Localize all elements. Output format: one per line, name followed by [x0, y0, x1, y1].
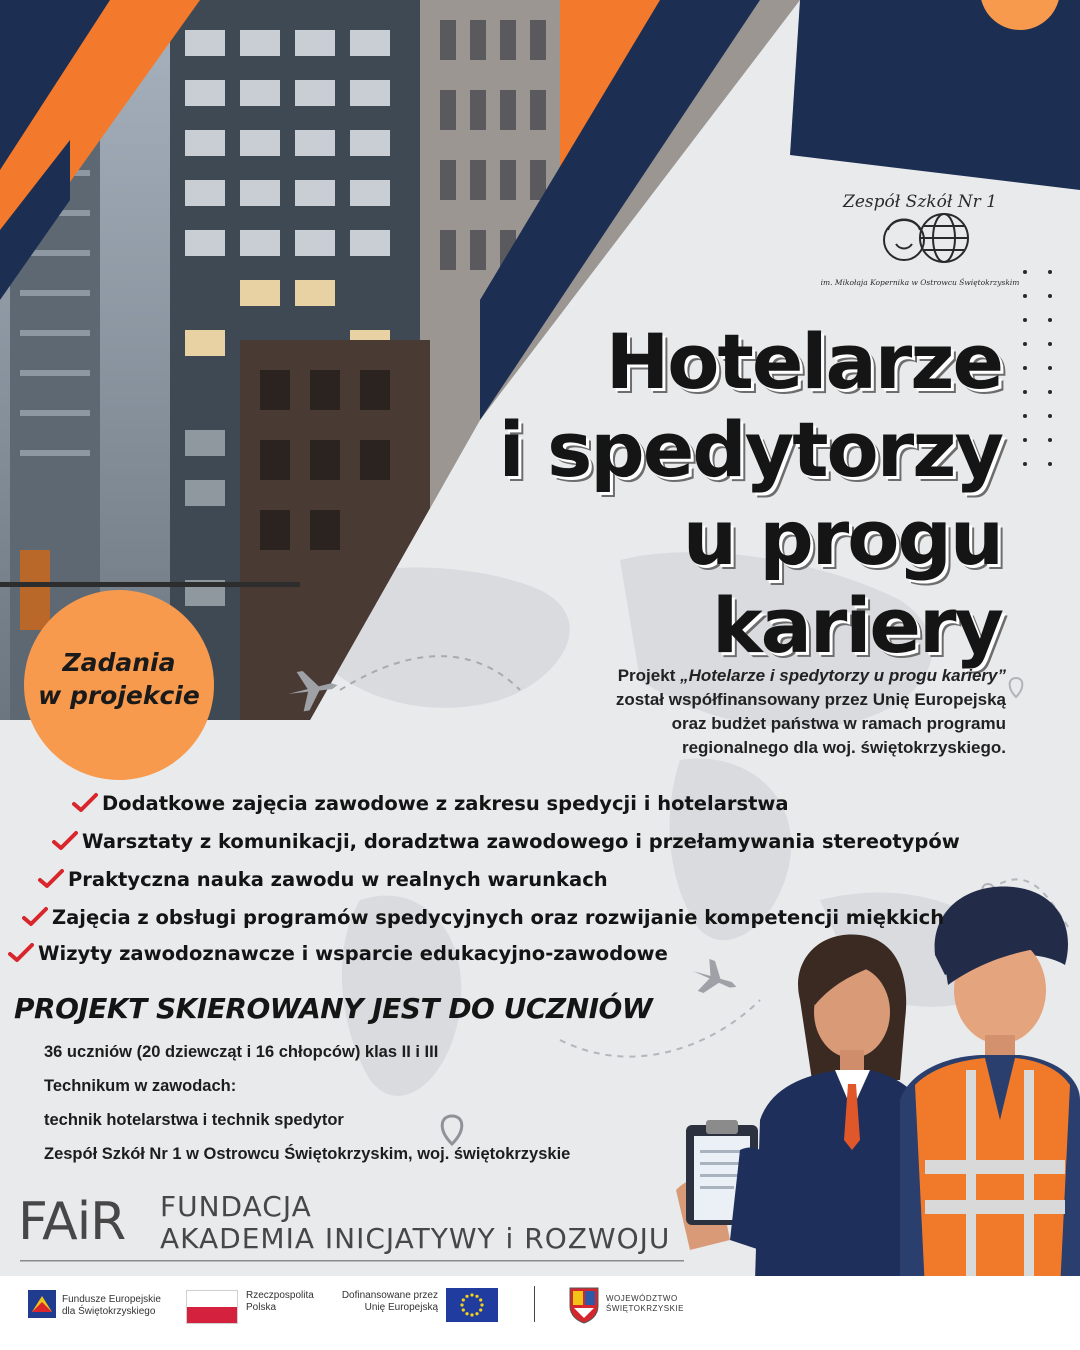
school-stamp-name: Zespół Szkół Nr 1 [843, 192, 997, 212]
globe-icon [920, 214, 968, 262]
rp-line-2: Polska [246, 1302, 277, 1313]
rp-line-1: Rzeczpospolita [246, 1290, 314, 1301]
task-text: Dodatkowe zajęcia zawodowe z zakresu spedycji i hotelarstwa [102, 792, 789, 815]
check-icon [38, 868, 64, 890]
school-stamp-subtitle: im. Mikołaja Kopernika w Ostrowcu Świętokrzyskim [820, 278, 1020, 287]
task-text: Wizyty zawodoznawcze i wsparcie edukacyjno-zawodowe [38, 942, 668, 965]
funding-statement [616, 664, 1006, 760]
check-icon [52, 830, 78, 852]
title-line-3: u progu [682, 493, 1002, 582]
target-item: technik hotelarstwa i technik spedytor [44, 1111, 344, 1129]
eu-flag-icon [446, 1288, 498, 1322]
woj-line-1: WOJEWÓDZTWO [606, 1294, 678, 1303]
target-heading: PROJEKT SKIEROWANY JEST DO UCZNIÓW [14, 992, 653, 1025]
list-item [52, 829, 960, 855]
foundation-logo-mark: FAiR [18, 1192, 126, 1252]
list-item [38, 867, 608, 893]
list-item [72, 791, 789, 817]
footer-divider [534, 1286, 535, 1322]
title-line-4: kariery [712, 581, 1002, 670]
fe-text [62, 1294, 161, 1318]
page-title [499, 318, 1002, 670]
woj-text [606, 1294, 684, 1314]
funding-prefix: Projekt [617, 666, 681, 685]
fe-line-2: dla Świętokrzyskiego [62, 1306, 156, 1317]
target-item: Zespół Szkół Nr 1 w Ostrowcu Świętokrzyskim, woj. świętokrzyskie [44, 1145, 571, 1163]
tasks-badge [24, 590, 214, 780]
title-line-2: i spedytorzy [498, 405, 1002, 494]
check-icon [8, 942, 34, 964]
woj-line-2: ŚWIĘTOKRZYSKIE [606, 1304, 684, 1313]
foundation-underline [20, 1260, 684, 1262]
portrait-icon [884, 220, 924, 261]
funding-line-2: został współfinansowany przez Unię Europejską [615, 690, 1006, 709]
funding-logos-footer [0, 1276, 1080, 1350]
list-item [8, 941, 668, 967]
task-text: Zajęcia z obsługi programów spedycyjnych oraz rozwijanie kompetencji miękkich [52, 906, 945, 929]
title-line-1: Hotelarze [605, 317, 1002, 406]
polish-flag-icon [186, 1290, 238, 1324]
task-text: Praktyczna nauka zawodu w realnych warunkach [68, 868, 608, 891]
target-item: 36 uczniów (20 dziewcząt i 16 chłopców) klas II i III [44, 1043, 439, 1061]
task-text: Warsztaty z komunikacji, doradztwa zawodowego i przełamywania stereotypów [82, 830, 960, 853]
check-icon [72, 792, 98, 814]
funding-line-4: regionalnego dla woj. świętokrzyskiego. [681, 738, 1006, 757]
foundation-name-line-2: AKADEMIA INICJATYWY i ROZWOJU [160, 1222, 671, 1255]
fe-logo-icon [28, 1290, 56, 1318]
fe-line-1: Fundusze Europejskie [62, 1294, 161, 1305]
list-item [22, 905, 944, 931]
target-item: Technikum w zawodach: [44, 1077, 237, 1095]
ue-line-2: Unię Europejską [364, 1302, 438, 1313]
ue-text [338, 1290, 438, 1314]
funding-project-name: „Hotelarze i spedytorzy u progu kariery” [680, 666, 1006, 685]
coat-of-arms-icon [568, 1286, 600, 1324]
tasks-badge-line-2: w projekcie [38, 681, 200, 710]
funding-line-3: oraz budżet państwa w ramach programu [671, 714, 1006, 733]
foundation-name-line-1: FUNDACJA [160, 1190, 312, 1223]
rp-text [246, 1290, 314, 1314]
school-stamp [820, 186, 1020, 296]
ue-line-1: Dofinansowane przez [341, 1290, 438, 1301]
check-icon [22, 906, 48, 928]
tasks-badge-line-1: Zadania [62, 648, 176, 677]
